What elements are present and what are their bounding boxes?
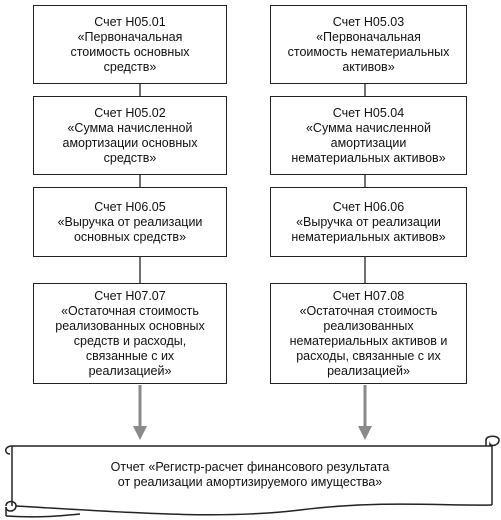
account-code: Счет Н05.04 <box>332 105 405 120</box>
account-desc-line: нематериальных активов» <box>291 150 446 165</box>
account-desc-line: амортизации <box>330 135 407 150</box>
account-desc-line: «Сумма начисленной <box>67 120 193 135</box>
account-code: Счет Н07.08 <box>332 288 405 303</box>
account-desc-line: активов» <box>342 59 395 74</box>
account-desc-line: «Первоначальная <box>316 29 421 44</box>
account-desc-line: реализацией» <box>327 363 410 378</box>
account-box-h05-04 <box>270 96 467 175</box>
account-code: Счет Н06.06 <box>332 199 405 214</box>
account-desc-line: средств» <box>103 150 157 165</box>
account-desc-line: «Остаточная стоимость <box>61 303 199 318</box>
account-code: Счет Н06.05 <box>94 199 166 214</box>
account-desc-line: «Сумма начисленной <box>305 120 431 135</box>
account-desc-line: стоимость основных <box>70 44 190 59</box>
account-desc-line: «Выручка от реализации <box>57 214 203 229</box>
account-code: Счет Н05.02 <box>94 105 166 120</box>
account-box-h06-06 <box>270 187 467 257</box>
account-desc-line: «Остаточная стоимость <box>299 303 438 318</box>
account-desc-line: «Выручка от реализации <box>296 214 441 229</box>
arrow-left <box>133 385 147 440</box>
account-desc-line: реализованных <box>323 318 414 333</box>
report-title-line: от реализации амортизируемого имущества» <box>117 475 383 489</box>
account-box-h07-08 <box>270 283 467 384</box>
account-code: Счет Н05.03 <box>332 14 405 29</box>
account-desc-line: связанные с их <box>85 348 175 363</box>
report-title <box>40 460 460 490</box>
account-box-h07-07 <box>33 283 227 384</box>
account-box-h05-01 <box>33 5 227 84</box>
report-title-line: Отчет «Регистр-расчет финансового результата <box>110 460 390 474</box>
account-desc-line: средств» <box>103 59 157 74</box>
account-desc-line: амортизации основных <box>62 135 198 150</box>
account-desc-line: реализацией» <box>88 363 172 378</box>
account-desc-line: реализованных основных <box>55 318 205 333</box>
account-desc-line: основных средств» <box>73 229 187 244</box>
account-desc-line: нематериальных активов и <box>289 333 448 348</box>
account-desc-line: средств и расходы, <box>73 333 187 348</box>
account-desc-line: «Первоначальная <box>77 29 183 44</box>
account-desc-line: расходы, связанные с их <box>296 348 441 363</box>
account-desc-line: нематериальных активов» <box>291 229 446 244</box>
arrow-right <box>358 385 372 440</box>
account-code: Счет Н07.07 <box>94 288 166 303</box>
account-box-h05-03 <box>270 5 467 84</box>
account-box-h05-02 <box>33 96 227 175</box>
account-desc-line: стоимость нематериальных <box>287 44 450 59</box>
account-code: Счет Н05.01 <box>94 14 166 29</box>
account-box-h06-05 <box>33 187 227 257</box>
